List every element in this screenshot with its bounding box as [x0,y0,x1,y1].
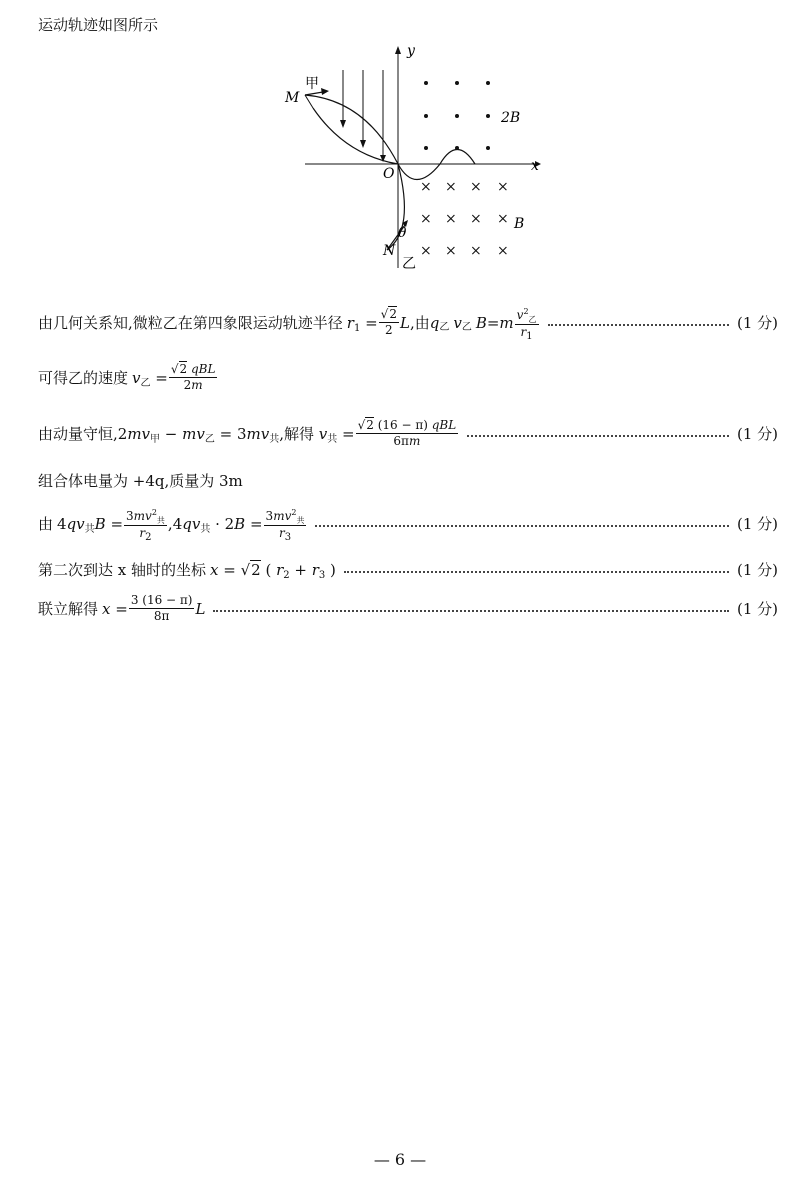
line-2-text: 可得乙的速度 [38,369,129,387]
line-1-score: (1 分) [736,314,778,332]
svg-text:×: × [420,179,432,195]
line-4-text: 组合体电量为 +4q,质量为 3m [38,472,243,490]
section-heading: 运动轨迹如图所示 [38,16,159,34]
svg-text:×: × [445,243,457,259]
dot-field-region [424,81,490,150]
trajectory-figure [275,40,545,270]
solution-line-6: 第二次到达 x 轴时的坐标 x = √2 ( $r_2 + r_3$ ) (1 分) [38,560,778,581]
line-7-text: 联立解得 [38,600,99,618]
line-5-text: 由 [38,515,54,533]
solution-line-7: 联立解得 x = $\frac{3 (16 - \pi)}{8\pi}$ L (1 分) [38,593,778,623]
solution-line-2: 可得乙的速度 $v_乙$ = $\frac{\text{√2 qBL}}{2m}$ [38,362,216,392]
label-theta: θ [398,225,407,241]
svg-text:×: × [420,243,432,259]
page-number: — 6 — [373,1150,427,1169]
svg-text:×: × [470,179,482,195]
solution-line-3: 由动量守恒, $2mv_甲 - mv_乙 = 3mv_共$,解得 $v_共$ = $\frac{\text{√2 (16 − π) qBL}}{6\pi m}$ (1 分) [38,418,778,448]
solution-line-4 [38,470,243,491]
cross-field-region [420,179,509,259]
jia-upper-path [305,95,398,164]
svg-text:×: × [445,179,457,195]
label-2B: 2B [501,110,521,126]
line-3-score: (1 分) [736,425,778,443]
svg-text:×: × [497,243,509,259]
label-origin: O [383,166,395,182]
svg-text:×: × [470,211,482,227]
svg-text:×: × [497,179,509,195]
line-3-text: 由动量守恒, [38,425,118,443]
line-5-score: (1 分) [736,515,778,533]
y-axis-arrow [395,46,401,54]
label-M: M [285,90,300,106]
label-jia: 甲 [305,76,319,92]
label-B: B [514,216,525,232]
solution-line-5: 由 $4qv_共B$ = $\frac{3mv^2_共}{r_2}$ $,4qv_共 \cdot 2B$ = $\frac{3mv^2_共}{r_3}$ (1 分) [38,505,778,542]
label-N: N [383,243,396,259]
line-6-text: 第二次到达 x 轴时的坐标 [38,561,206,579]
label-y: y [407,43,415,59]
line-6-score: (1 分) [736,561,778,579]
line-1-text: 由几何关系知,微粒乙在第四象限运动轨迹半径 [38,314,343,332]
line-7-score: (1 分) [736,600,778,618]
svg-text:×: × [497,211,509,227]
svg-text:×: × [470,243,482,259]
svg-text:×: × [445,211,457,227]
label-x: x [531,158,539,174]
solution-line-1: 由几何关系知,微粒乙在第四象限运动轨迹半径 $r_1$ = $\frac{√2}{2}$ L ,由 q 乙 v 乙 B = m $\frac{v^2_乙}{r_1}$ (1 分) [38,304,778,341]
label-yi: 乙 [402,256,416,270]
svg-text:×: × [420,211,432,227]
